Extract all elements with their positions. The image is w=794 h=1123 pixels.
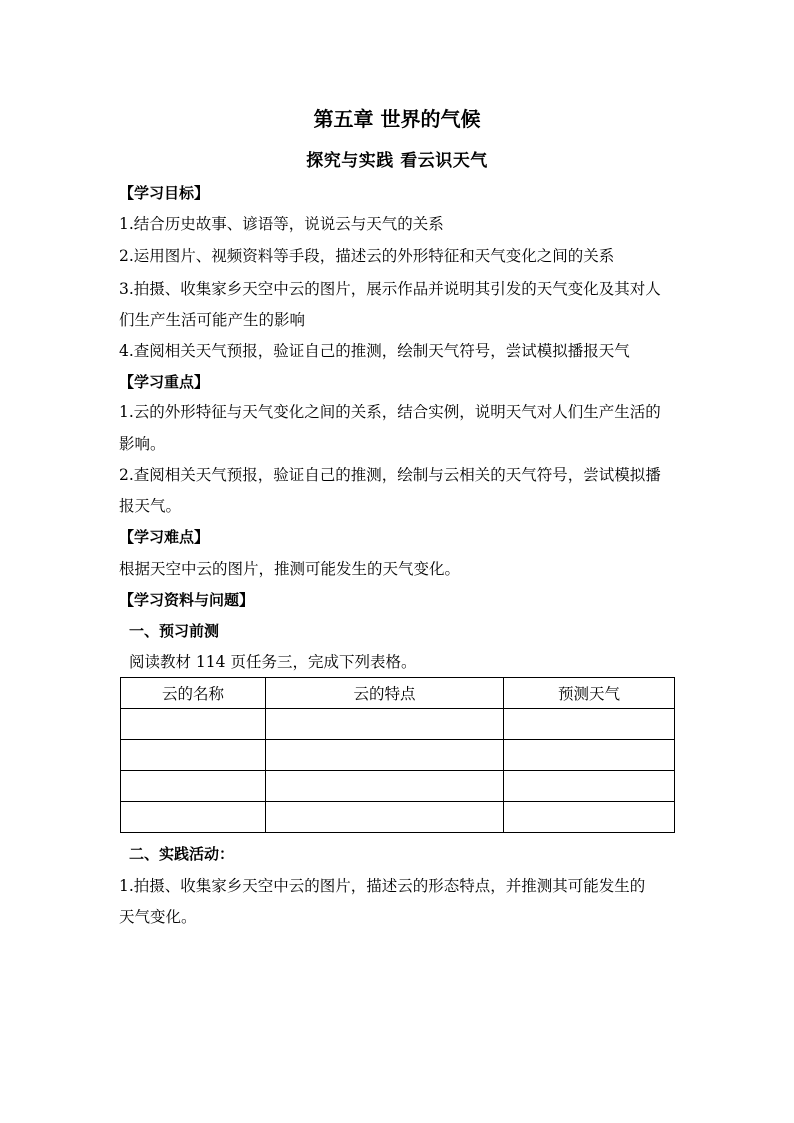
- difficulties-heading: 【学习难点】: [119, 528, 210, 546]
- section-activity-heading: 二、实践活动：: [129, 845, 235, 863]
- table-cell[interactable]: [504, 802, 675, 833]
- goal-item: 4.查阅相关天气预报，验证自己的推测，绘制天气符号，尝试模拟播报天气: [119, 342, 630, 360]
- table-row: [121, 709, 675, 740]
- table-cell[interactable]: [121, 802, 266, 833]
- header-cloud-features: 云的特点: [266, 678, 504, 709]
- header-cloud-name: 云的名称: [121, 678, 266, 709]
- goals-heading: 【学习目标】: [119, 184, 210, 202]
- chapter-title: 第五章 世界的气候: [313, 107, 481, 131]
- table-row: [121, 771, 675, 802]
- table-cell[interactable]: [266, 740, 504, 771]
- header-weather-forecast: 预测天气: [504, 678, 675, 709]
- goal-item: 们生产生活可能产生的影响: [119, 311, 306, 329]
- table-cell[interactable]: [266, 771, 504, 802]
- keypoint-item: 2.查阅相关天气预报，验证自己的推测，绘制与云相关的天气符号，尝试模拟播: [119, 466, 661, 484]
- table-cell[interactable]: [504, 740, 675, 771]
- table-cell[interactable]: [504, 709, 675, 740]
- table-header-row: [121, 678, 675, 709]
- keypoint-item: 影响。: [119, 435, 166, 453]
- goal-item: 2.运用图片、视频资料等手段，描述云的外形特征和天气变化之间的关系: [119, 247, 615, 265]
- table-cell[interactable]: [504, 771, 675, 802]
- keypoints-heading: 【学习重点】: [119, 373, 210, 391]
- goal-item: 3.拍摄、收集家乡天空中云的图片，展示作品并说明其引发的天气变化及其对人: [119, 280, 661, 298]
- table-cell[interactable]: [121, 709, 266, 740]
- materials-heading: 【学习资料与问题】: [119, 591, 255, 609]
- table-cell[interactable]: [121, 771, 266, 802]
- difficulties-text: 根据天空中云的图片，推测可能发生的天气变化。: [119, 560, 461, 578]
- cloud-table: [120, 677, 675, 833]
- goal-item: 1.结合历史故事、谚语等，说说云与天气的关系: [119, 215, 444, 233]
- section-preview-heading: 一、预习前测: [129, 622, 220, 640]
- table-instruction: 阅读教材 114 页任务三，完成下列表格。: [129, 653, 417, 671]
- activity-item: 1.拍摄、收集家乡天空中云的图片，描述云的形态特点，并推测其可能发生的: [119, 877, 646, 895]
- keypoint-item: 报天气。: [119, 497, 182, 515]
- table-cell[interactable]: [266, 802, 504, 833]
- table-cell[interactable]: [266, 709, 504, 740]
- lesson-subtitle: 探究与实践 看云识天气: [306, 151, 488, 171]
- table-row: [121, 740, 675, 771]
- keypoint-item: 1.云的外形特征与天气变化之间的关系，结合实例，说明天气对人们生产生活的: [119, 403, 661, 421]
- table-cell[interactable]: [121, 740, 266, 771]
- table-row: [121, 802, 675, 833]
- activity-item: 天气变化。: [119, 908, 197, 926]
